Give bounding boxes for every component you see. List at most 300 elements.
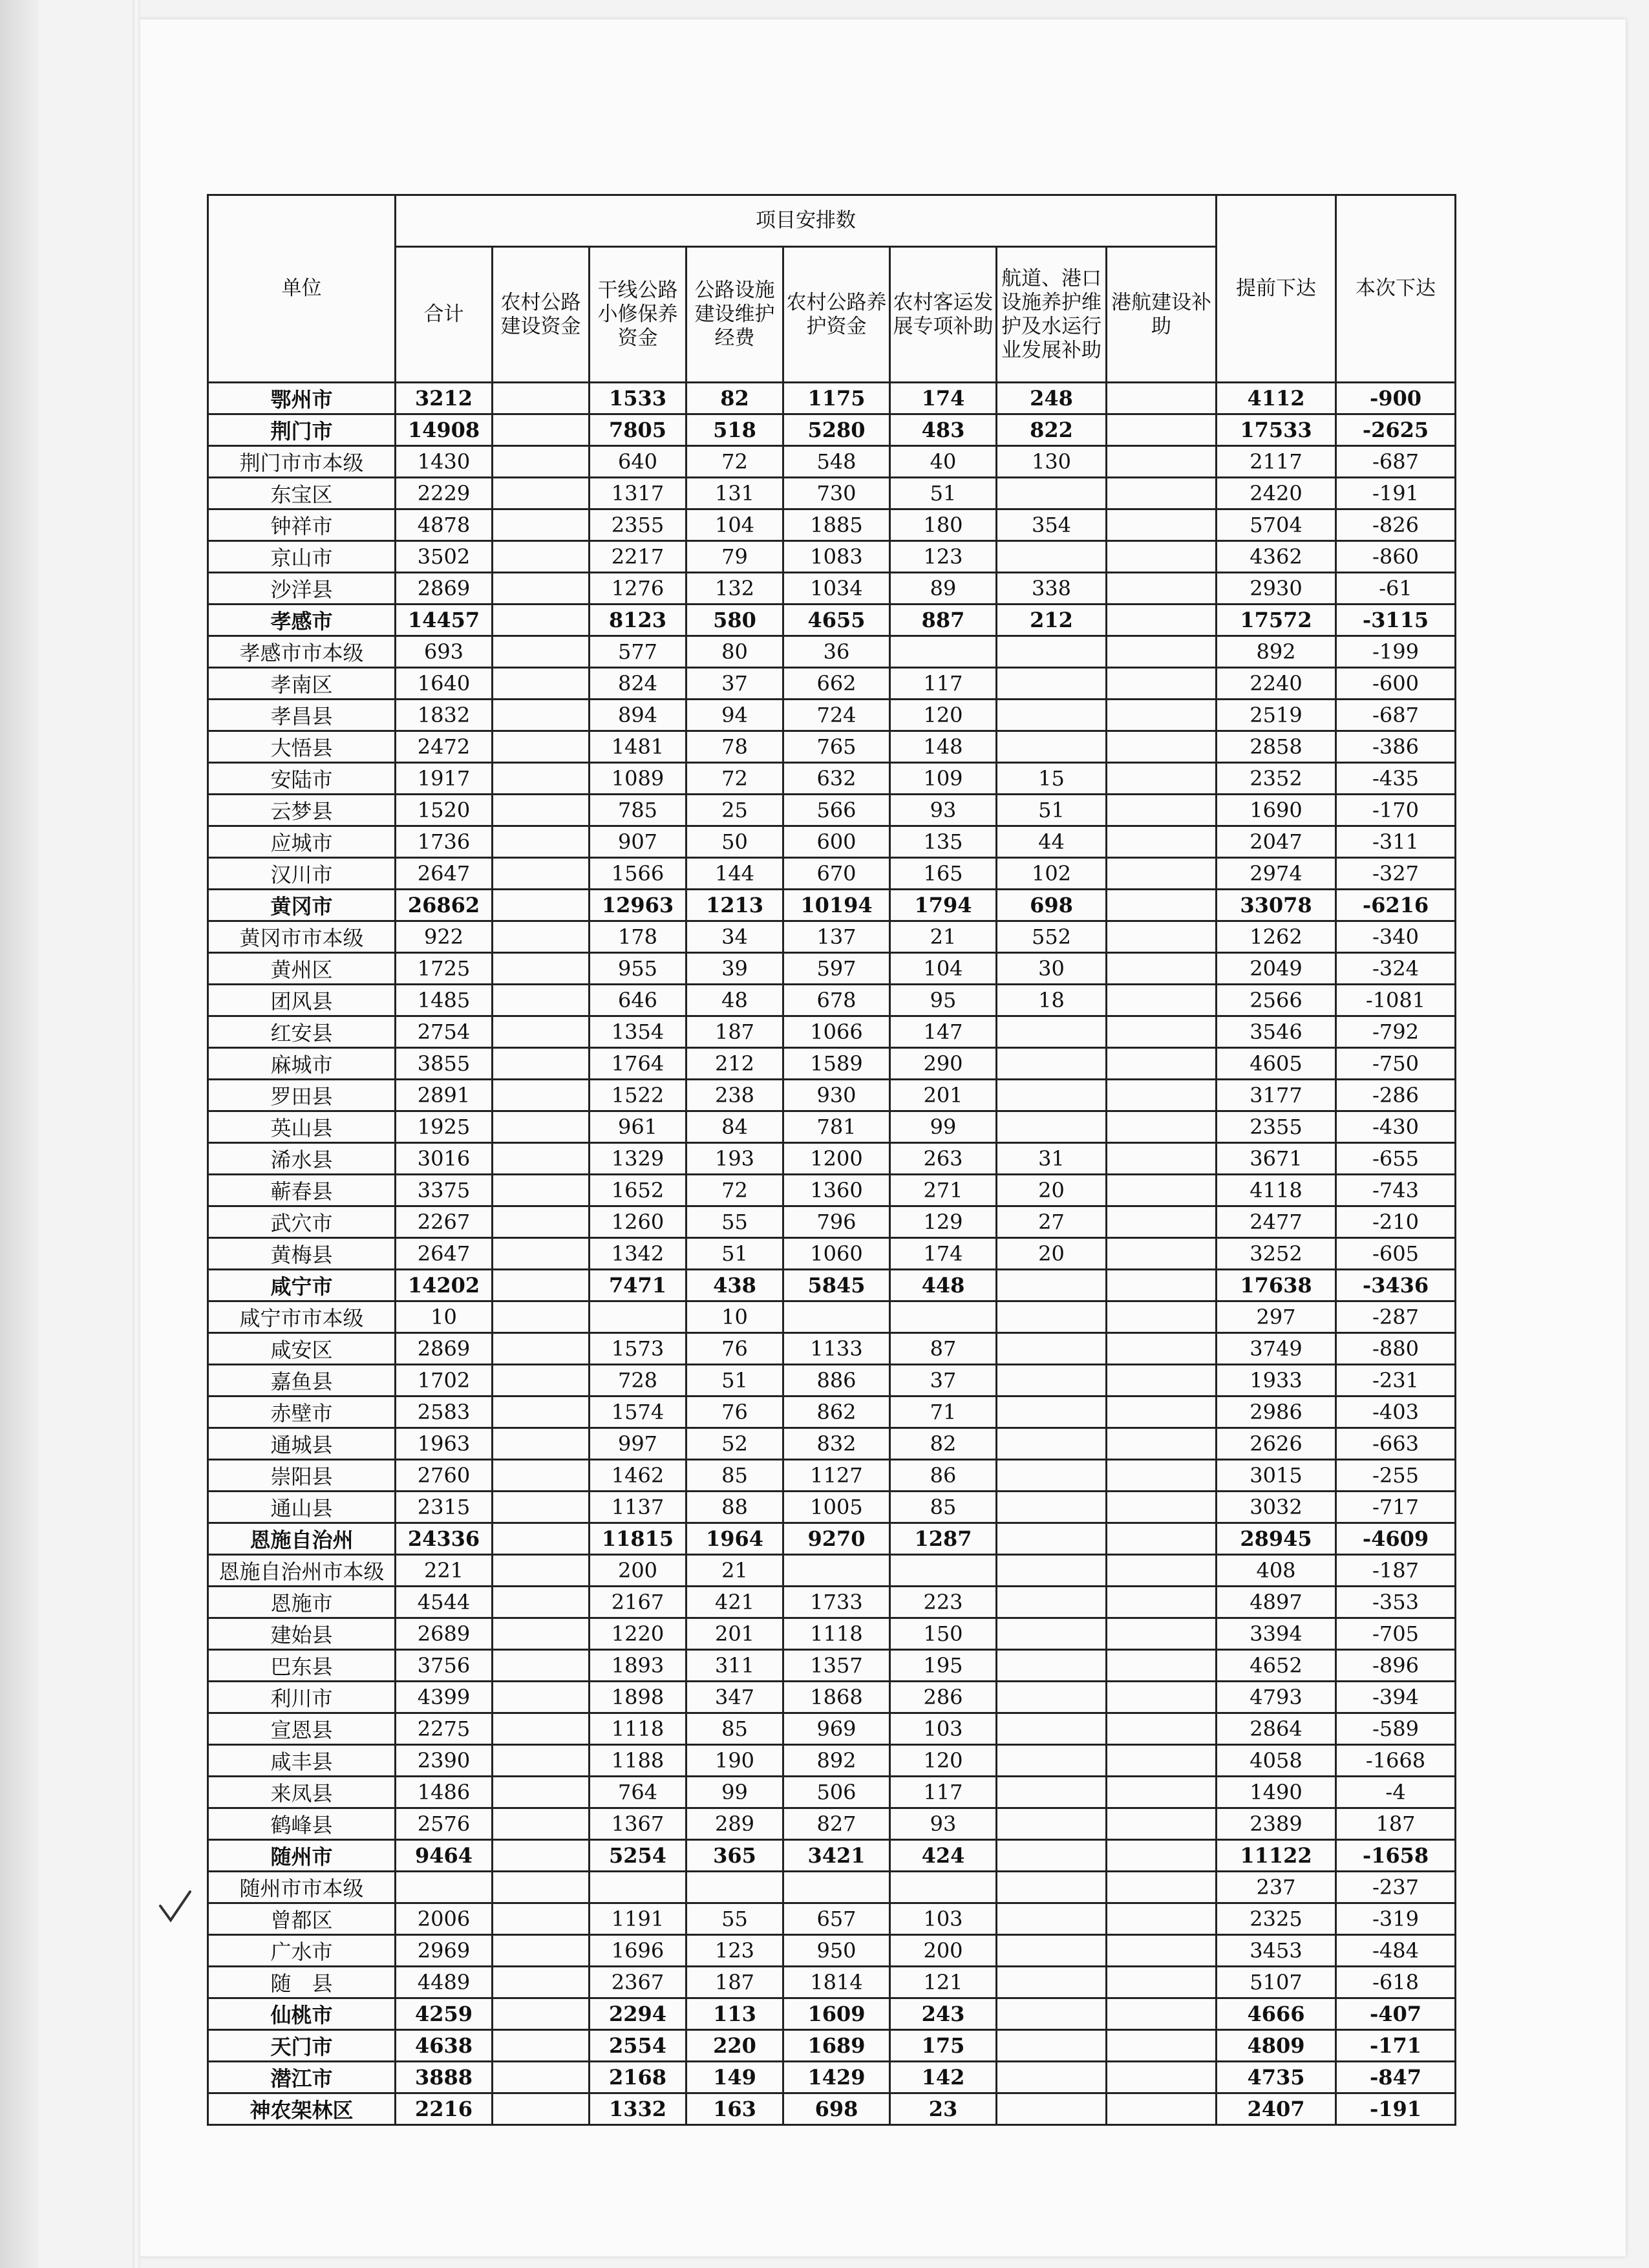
cell-port-construction: [1107, 2030, 1217, 2062]
cell-unit: 孝感市市本级: [208, 636, 396, 668]
cell-current: -826: [1336, 509, 1456, 541]
cell-waterway: 30: [997, 953, 1107, 985]
cell-rural-construction: [493, 2093, 590, 2125]
cell-port-construction: [1107, 1713, 1217, 1745]
cell-advance: 4793: [1217, 1682, 1336, 1713]
cell-advance: 1490: [1217, 1777, 1336, 1808]
cell-waterway: [997, 1270, 1107, 1301]
cell-rural-bus: 23: [890, 2093, 997, 2125]
cell-advance: 1690: [1217, 795, 1336, 826]
cell-rural-maintenance: 969: [783, 1713, 890, 1745]
cell-trunk-maintenance: 1462: [590, 1460, 686, 1492]
cell-port-construction: [1107, 858, 1217, 890]
cell-waterway: [997, 1301, 1107, 1333]
cell-current: -286: [1336, 1080, 1456, 1111]
cell-current: -847: [1336, 2062, 1456, 2093]
cell-waterway: [997, 636, 1107, 668]
cell-rural-construction: [493, 890, 590, 921]
cell-rural-construction: [493, 1618, 590, 1650]
cell-current: -394: [1336, 1682, 1456, 1713]
cell-current: -484: [1336, 1935, 1456, 1967]
cell-rural-bus: 174: [890, 1238, 997, 1270]
cell-unit: 咸安区: [208, 1333, 396, 1365]
cell-facility-maintenance: 78: [686, 731, 783, 763]
cell-rural-maintenance: 1814: [783, 1967, 890, 1998]
cell-current: -792: [1336, 1016, 1456, 1048]
cell-total: 3016: [396, 1143, 493, 1175]
cell-unit: 孝感市: [208, 604, 396, 636]
cell-unit: 浠水县: [208, 1143, 396, 1175]
cell-advance: 4897: [1217, 1587, 1336, 1618]
cell-rural-construction: [493, 1016, 590, 1048]
cell-current: -860: [1336, 541, 1456, 573]
cell-rural-bus: 40: [890, 446, 997, 478]
cell-port-construction: [1107, 1460, 1217, 1492]
table-row: [208, 1777, 1456, 1808]
cell-port-construction: [1107, 1650, 1217, 1682]
cell-trunk-maintenance: 1260: [590, 1206, 686, 1238]
cell-port-construction: [1107, 1206, 1217, 1238]
cell-total: 3888: [396, 2062, 493, 2093]
cell-advance: 2240: [1217, 668, 1336, 700]
cell-total: 1917: [396, 763, 493, 795]
cell-rural-construction: [493, 1777, 590, 1808]
cell-waterway: [997, 1935, 1107, 1967]
cell-rural-construction: [493, 700, 590, 731]
cell-rural-maintenance: 730: [783, 478, 890, 509]
cell-waterway: [997, 1998, 1107, 2030]
cell-current: -743: [1336, 1175, 1456, 1206]
cell-port-construction: [1107, 1080, 1217, 1111]
cell-rural-bus: 200: [890, 1935, 997, 1967]
cell-unit: 咸宁市: [208, 1270, 396, 1301]
cell-trunk-maintenance: 764: [590, 1777, 686, 1808]
cell-facility-maintenance: 51: [686, 1238, 783, 1270]
cell-advance: 17533: [1217, 414, 1336, 446]
cell-facility-maintenance: 365: [686, 1840, 783, 1872]
cell-rural-construction: [493, 1428, 590, 1460]
cell-total: 1702: [396, 1365, 493, 1396]
cell-unit: 荆门市市本级: [208, 446, 396, 478]
cell-rural-construction: [493, 1460, 590, 1492]
cell-trunk-maintenance: 961: [590, 1111, 686, 1143]
cell-rural-construction: [493, 1682, 590, 1713]
cell-rural-maintenance: 1005: [783, 1492, 890, 1523]
table-row: [208, 1998, 1456, 2030]
cell-facility-maintenance: 238: [686, 1080, 783, 1111]
cell-waterway: [997, 1777, 1107, 1808]
cell-advance: 2047: [1217, 826, 1336, 858]
cell-rural-construction: [493, 1745, 590, 1777]
cell-rural-bus: 424: [890, 1840, 997, 1872]
cell-unit: 应城市: [208, 826, 396, 858]
cell-advance: 1933: [1217, 1365, 1336, 1396]
cell-rural-construction: [493, 1935, 590, 1967]
cell-trunk-maintenance: 640: [590, 446, 686, 478]
cell-total: 4399: [396, 1682, 493, 1713]
cell-unit: 云梦县: [208, 795, 396, 826]
cell-rural-construction: [493, 1840, 590, 1872]
table-row: [208, 1903, 1456, 1935]
cell-waterway: [997, 1016, 1107, 1048]
table-row: [208, 1111, 1456, 1143]
cell-waterway: 20: [997, 1175, 1107, 1206]
handwritten-check-mark: [155, 1888, 194, 1927]
cell-rural-bus: 37: [890, 1365, 997, 1396]
table-row: [208, 700, 1456, 731]
cell-port-construction: [1107, 446, 1217, 478]
cell-port-construction: [1107, 1840, 1217, 1872]
cell-advance: 408: [1217, 1555, 1336, 1587]
cell-port-construction: [1107, 890, 1217, 921]
cell-rural-construction: [493, 509, 590, 541]
cell-port-construction: [1107, 921, 1217, 953]
cell-facility-maintenance: [686, 1872, 783, 1903]
table-row: [208, 1396, 1456, 1428]
cell-current: -589: [1336, 1713, 1456, 1745]
cell-rural-construction: [493, 1587, 590, 1618]
cell-rural-construction: [493, 1365, 590, 1396]
table-row: [208, 573, 1456, 604]
cell-unit: 黄冈市: [208, 890, 396, 921]
cell-rural-maintenance: 506: [783, 1777, 890, 1808]
cell-unit: 巴东县: [208, 1650, 396, 1682]
cell-port-construction: [1107, 953, 1217, 985]
cell-total: 2891: [396, 1080, 493, 1111]
cell-waterway: [997, 1428, 1107, 1460]
cell-waterway: [997, 2062, 1107, 2093]
cell-rural-construction: [493, 1301, 590, 1333]
cell-total: 2583: [396, 1396, 493, 1428]
cell-facility-maintenance: 311: [686, 1650, 783, 1682]
cell-total: [396, 1872, 493, 1903]
cell-rural-maintenance: 796: [783, 1206, 890, 1238]
cell-waterway: [997, 1808, 1107, 1840]
header-advance: 提前下达: [1217, 195, 1336, 383]
cell-current: -4: [1336, 1777, 1456, 1808]
cell-rural-maintenance: 1360: [783, 1175, 890, 1206]
cell-waterway: [997, 668, 1107, 700]
cell-advance: 2566: [1217, 985, 1336, 1016]
cell-port-construction: [1107, 1903, 1217, 1935]
cell-rural-bus: 195: [890, 1650, 997, 1682]
cell-unit: 鹤峰县: [208, 1808, 396, 1840]
cell-rural-bus: 117: [890, 1777, 997, 1808]
cell-rural-bus: 201: [890, 1080, 997, 1111]
cell-advance: 2519: [1217, 700, 1336, 731]
cell-total: 2869: [396, 573, 493, 604]
cell-rural-construction: [493, 1048, 590, 1080]
cell-trunk-maintenance: [590, 1872, 686, 1903]
page-fold: [133, 0, 140, 2268]
cell-waterway: [997, 478, 1107, 509]
header-waterway: 航道、港口设施养护维护及水运行业发展补助: [997, 247, 1107, 383]
table-row: [208, 1365, 1456, 1396]
cell-rural-bus: [890, 1555, 997, 1587]
cell-rural-bus: 120: [890, 1745, 997, 1777]
cell-rural-maintenance: 9270: [783, 1523, 890, 1555]
cell-port-construction: [1107, 414, 1217, 446]
cell-rural-bus: 887: [890, 604, 997, 636]
cell-trunk-maintenance: 1188: [590, 1745, 686, 1777]
cell-rural-maintenance: 10194: [783, 890, 890, 921]
table-row: [208, 1238, 1456, 1270]
table-row: [208, 1872, 1456, 1903]
cell-advance: 2986: [1217, 1396, 1336, 1428]
table-row: [208, 1048, 1456, 1080]
cell-port-construction: [1107, 1682, 1217, 1713]
cell-unit: 天门市: [208, 2030, 396, 2062]
cell-rural-bus: 147: [890, 1016, 997, 1048]
table-row: [208, 1492, 1456, 1523]
cell-advance: 4605: [1217, 1048, 1336, 1080]
cell-rural-bus: 103: [890, 1903, 997, 1935]
cell-waterway: [997, 731, 1107, 763]
cell-waterway: 354: [997, 509, 1107, 541]
cell-advance: 4809: [1217, 2030, 1336, 2062]
cell-trunk-maintenance: 894: [590, 700, 686, 731]
cell-rural-bus: 120: [890, 700, 997, 731]
cell-facility-maintenance: 289: [686, 1808, 783, 1840]
cell-unit: 黄州区: [208, 953, 396, 985]
table-row: [208, 2062, 1456, 2093]
cell-trunk-maintenance: 2554: [590, 2030, 686, 2062]
cell-advance: 17638: [1217, 1270, 1336, 1301]
cell-rural-bus: 175: [890, 2030, 997, 2062]
cell-trunk-maintenance: 1367: [590, 1808, 686, 1840]
cell-trunk-maintenance: 2217: [590, 541, 686, 573]
cell-current: -324: [1336, 953, 1456, 985]
cell-rural-bus: 51: [890, 478, 997, 509]
cell-current: -880: [1336, 1333, 1456, 1365]
cell-current: -237: [1336, 1872, 1456, 1903]
cell-total: 693: [396, 636, 493, 668]
cell-port-construction: [1107, 1967, 1217, 1998]
cell-rural-bus: 85: [890, 1492, 997, 1523]
table-row: [208, 1460, 1456, 1492]
cell-rural-bus: 104: [890, 953, 997, 985]
cell-waterway: [997, 1682, 1107, 1713]
cell-rural-bus: 117: [890, 668, 997, 700]
cell-advance: 2626: [1217, 1428, 1336, 1460]
cell-total: 3375: [396, 1175, 493, 1206]
cell-port-construction: [1107, 1143, 1217, 1175]
cell-facility-maintenance: 1964: [686, 1523, 783, 1555]
table-row: [208, 1301, 1456, 1333]
cell-advance: 2420: [1217, 478, 1336, 509]
cell-port-construction: [1107, 1777, 1217, 1808]
cell-waterway: [997, 1745, 1107, 1777]
cell-waterway: 130: [997, 446, 1107, 478]
cell-advance: 3671: [1217, 1143, 1336, 1175]
cell-trunk-maintenance: 1764: [590, 1048, 686, 1080]
cell-total: 3502: [396, 541, 493, 573]
cell-unit: 黄冈市市本级: [208, 921, 396, 953]
cell-unit: 随州市: [208, 1840, 396, 1872]
cell-advance: 2325: [1217, 1903, 1336, 1935]
cell-port-construction: [1107, 509, 1217, 541]
cell-waterway: 698: [997, 890, 1107, 921]
table-row: [208, 1016, 1456, 1048]
cell-total: 2647: [396, 1238, 493, 1270]
cell-rural-maintenance: 892: [783, 1745, 890, 1777]
table-row: [208, 1967, 1456, 1998]
cell-total: 2647: [396, 858, 493, 890]
cell-advance: 3032: [1217, 1492, 1336, 1523]
cell-current: -287: [1336, 1301, 1456, 1333]
cell-unit: 随州市市本级: [208, 1872, 396, 1903]
cell-total: 2969: [396, 1935, 493, 1967]
cell-total: 3855: [396, 1048, 493, 1080]
cell-unit: 仙桃市: [208, 1998, 396, 2030]
cell-waterway: [997, 1333, 1107, 1365]
cell-rural-construction: [493, 383, 590, 414]
cell-unit: 孝南区: [208, 668, 396, 700]
header-facility-maintenance: 公路设施建设维护经费: [686, 247, 783, 383]
cell-unit: 东宝区: [208, 478, 396, 509]
cell-current: -1658: [1336, 1840, 1456, 1872]
cell-rural-bus: 103: [890, 1713, 997, 1745]
table-row: [208, 446, 1456, 478]
cell-facility-maintenance: 113: [686, 1998, 783, 2030]
cell-total: 1485: [396, 985, 493, 1016]
table-row: [208, 1587, 1456, 1618]
cell-current: -705: [1336, 1618, 1456, 1650]
cell-total: 9464: [396, 1840, 493, 1872]
cell-rural-bus: [890, 1301, 997, 1333]
cell-waterway: [997, 1967, 1107, 1998]
cell-current: -655: [1336, 1143, 1456, 1175]
header-rural-bus: 农村客运发展专项补助: [890, 247, 997, 383]
table-row: [208, 2093, 1456, 2125]
cell-rural-bus: 1794: [890, 890, 997, 921]
cell-facility-maintenance: 76: [686, 1333, 783, 1365]
cell-rural-construction: [493, 826, 590, 858]
cell-current: -900: [1336, 383, 1456, 414]
cell-waterway: [997, 1048, 1107, 1080]
cell-facility-maintenance: 132: [686, 573, 783, 604]
cell-port-construction: [1107, 1808, 1217, 1840]
cell-rural-maintenance: 548: [783, 446, 890, 478]
cell-advance: 33078: [1217, 890, 1336, 921]
cell-port-construction: [1107, 1492, 1217, 1523]
cell-current: -435: [1336, 763, 1456, 795]
cell-current: -430: [1336, 1111, 1456, 1143]
cell-rural-maintenance: 1083: [783, 541, 890, 573]
cell-trunk-maintenance: 1220: [590, 1618, 686, 1650]
cell-rural-construction: [493, 1650, 590, 1682]
cell-rural-maintenance: 1200: [783, 1143, 890, 1175]
cell-port-construction: [1107, 604, 1217, 636]
cell-rural-maintenance: 4655: [783, 604, 890, 636]
cell-waterway: [997, 1365, 1107, 1396]
cell-rural-maintenance: 1127: [783, 1460, 890, 1492]
table-row: [208, 890, 1456, 921]
cell-total: 2760: [396, 1460, 493, 1492]
cell-total: 1725: [396, 953, 493, 985]
table-row: [208, 1523, 1456, 1555]
cell-facility-maintenance: 518: [686, 414, 783, 446]
cell-trunk-maintenance: 785: [590, 795, 686, 826]
cell-current: -663: [1336, 1428, 1456, 1460]
cell-rural-maintenance: 657: [783, 1903, 890, 1935]
cell-total: 1640: [396, 668, 493, 700]
cell-port-construction: [1107, 795, 1217, 826]
book-spine: [0, 0, 39, 2268]
table-row: [208, 668, 1456, 700]
cell-port-construction: [1107, 1048, 1217, 1080]
table-row: [208, 1428, 1456, 1460]
cell-rural-construction: [493, 953, 590, 985]
cell-trunk-maintenance: 2167: [590, 1587, 686, 1618]
table-row: [208, 1618, 1456, 1650]
cell-facility-maintenance: 88: [686, 1492, 783, 1523]
cell-current: -210: [1336, 1206, 1456, 1238]
cell-unit: 潜江市: [208, 2062, 396, 2093]
cell-facility-maintenance: 131: [686, 478, 783, 509]
cell-rural-bus: 109: [890, 763, 997, 795]
cell-rural-construction: [493, 1396, 590, 1428]
cell-rural-maintenance: [783, 1872, 890, 1903]
table-row: [208, 636, 1456, 668]
cell-waterway: [997, 1840, 1107, 1872]
cell-current: -3115: [1336, 604, 1456, 636]
cell-port-construction: [1107, 1428, 1217, 1460]
cell-rural-bus: 82: [890, 1428, 997, 1460]
cell-rural-maintenance: 1733: [783, 1587, 890, 1618]
cell-current: 187: [1336, 1808, 1456, 1840]
cell-current: -255: [1336, 1460, 1456, 1492]
cell-unit: 利川市: [208, 1682, 396, 1713]
cell-rural-construction: [493, 1713, 590, 1745]
cell-trunk-maintenance: 1533: [590, 383, 686, 414]
cell-unit: 沙洋县: [208, 573, 396, 604]
cell-rural-construction: [493, 1523, 590, 1555]
cell-facility-maintenance: 72: [686, 763, 783, 795]
cell-port-construction: [1107, 826, 1217, 858]
cell-total: 2869: [396, 1333, 493, 1365]
cell-total: 10: [396, 1301, 493, 1333]
header-current: 本次下达: [1336, 195, 1456, 383]
cell-total: 2472: [396, 731, 493, 763]
cell-rural-bus: 174: [890, 383, 997, 414]
cell-trunk-maintenance: 2294: [590, 1998, 686, 2030]
cell-port-construction: [1107, 1016, 1217, 1048]
cell-current: -311: [1336, 826, 1456, 858]
cell-rural-construction: [493, 1872, 590, 1903]
cell-facility-maintenance: 55: [686, 1903, 783, 1935]
cell-facility-maintenance: 220: [686, 2030, 783, 2062]
cell-total: 2216: [396, 2093, 493, 2125]
cell-rural-maintenance: [783, 1555, 890, 1587]
table-row: [208, 509, 1456, 541]
cell-advance: 11122: [1217, 1840, 1336, 1872]
cell-total: 1925: [396, 1111, 493, 1143]
cell-rural-bus: 95: [890, 985, 997, 1016]
cell-advance: 2352: [1217, 763, 1336, 795]
cell-rural-maintenance: 600: [783, 826, 890, 858]
cell-total: 4638: [396, 2030, 493, 2062]
cell-trunk-maintenance: 2355: [590, 509, 686, 541]
table-row: [208, 414, 1456, 446]
cell-port-construction: [1107, 763, 1217, 795]
table-row: [208, 1713, 1456, 1745]
cell-total: 2754: [396, 1016, 493, 1048]
cell-rural-bus: 483: [890, 414, 997, 446]
cell-total: 922: [396, 921, 493, 953]
cell-current: -2625: [1336, 414, 1456, 446]
cell-facility-maintenance: 438: [686, 1270, 783, 1301]
